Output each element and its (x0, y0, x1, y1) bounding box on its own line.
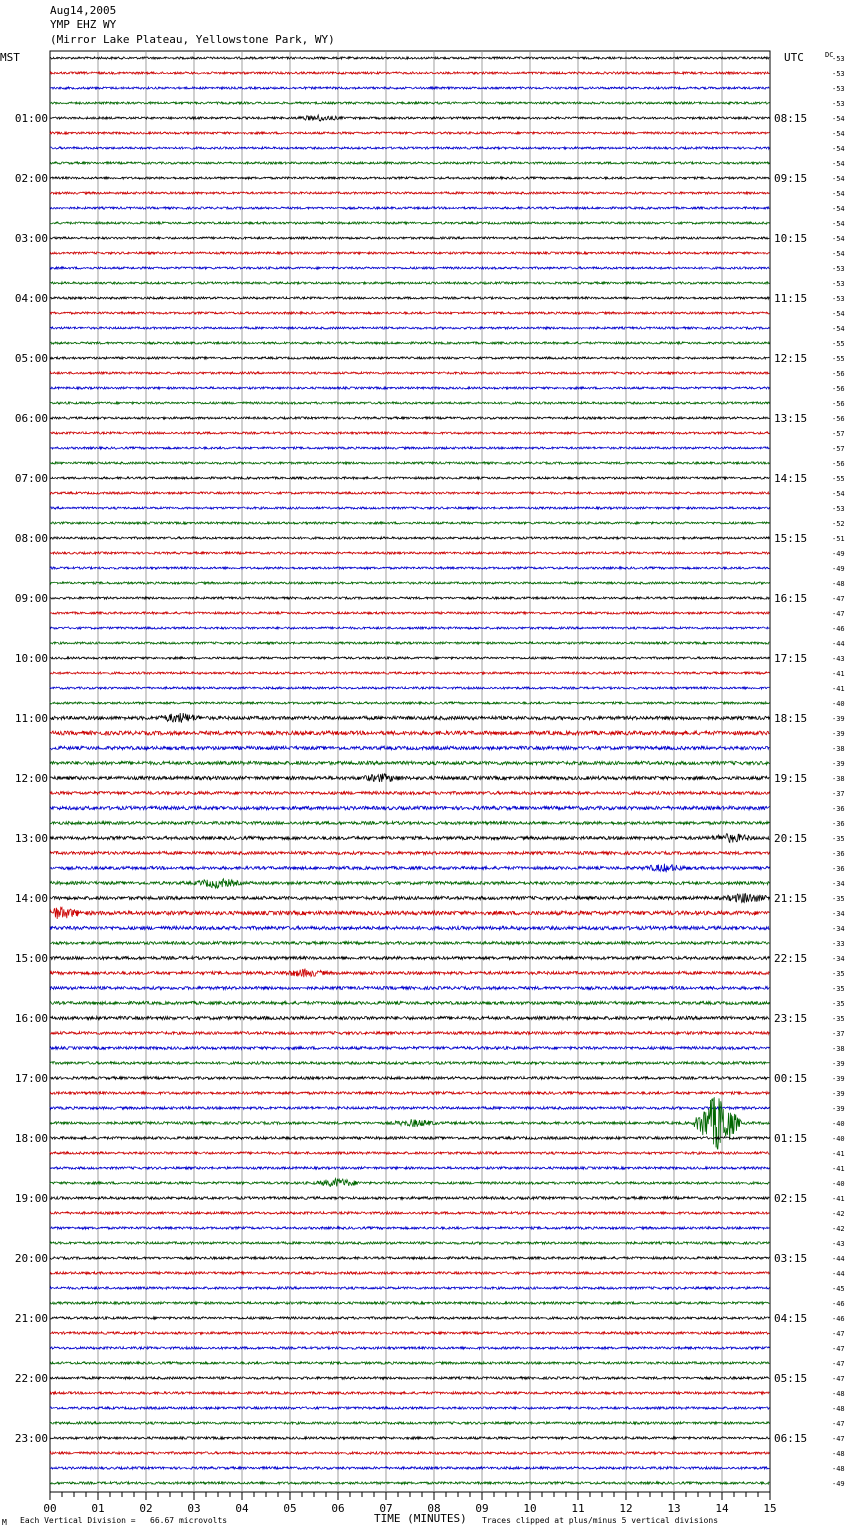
seismic-trace (50, 402, 769, 404)
seismic-trace (50, 822, 769, 825)
dc-offset-label: -55 (832, 475, 845, 483)
dc-offset-label: -48 (832, 1450, 845, 1458)
seismic-trace (50, 267, 769, 269)
dc-offset-label: -43 (832, 655, 845, 663)
station-location: (Mirror Lake Plateau, Yellowstone Park, WY) (50, 33, 335, 46)
utc-hour-label: 22:15 (774, 952, 808, 965)
utc-hour-label: 14:15 (774, 472, 808, 485)
dc-offset-label: -53 (832, 100, 845, 108)
x-tick-label: 09 (475, 1502, 489, 1515)
dc-offset-label: -46 (832, 1315, 845, 1323)
seismic-trace (50, 894, 769, 903)
dc-offset-label: -36 (832, 820, 845, 828)
dc-offset-label: -47 (832, 1435, 845, 1443)
dc-offset-label: -35 (832, 1000, 845, 1008)
dc-offset-label: -54 (832, 145, 845, 153)
dc-offset-label: -47 (832, 595, 845, 603)
seismic-trace (50, 1227, 769, 1229)
dc-offset-label: -54 (832, 325, 845, 333)
mst-hour-label: 08:00 (14, 532, 48, 545)
seismic-trace (50, 297, 769, 299)
seismic-trace (50, 1482, 769, 1484)
x-tick-label: 07 (379, 1502, 393, 1515)
seismic-trace (50, 462, 769, 464)
dc-offset-label: -56 (832, 385, 845, 393)
mst-hour-label: 07:00 (14, 472, 48, 485)
dc-offset-label: -34 (832, 955, 845, 963)
mst-hour-label: 19:00 (14, 1192, 48, 1205)
seismic-trace (50, 987, 769, 990)
dc-offset-label: -40 (832, 1120, 845, 1128)
dc-offset-label: -46 (832, 1300, 845, 1308)
seismic-trace (50, 1467, 769, 1469)
seismic-trace (50, 746, 769, 750)
dc-offset-label: -36 (832, 805, 845, 813)
seismic-trace (50, 162, 769, 164)
mst-hour-label: 06:00 (14, 412, 48, 425)
seismic-trace (50, 582, 769, 584)
dc-offset-label: -54 (832, 490, 845, 498)
dc-offset-label: -35 (832, 970, 845, 978)
seismic-trace (50, 1167, 769, 1169)
utc-label: UTC (784, 51, 804, 64)
dc-offset-label: -53 (832, 85, 845, 93)
seismic-trace (50, 926, 769, 930)
utc-hour-label: 13:15 (774, 412, 808, 425)
dc-offset-label: -57 (832, 445, 845, 453)
seismic-trace (50, 192, 769, 194)
seismic-trace (50, 507, 769, 509)
utc-hour-label: 05:15 (774, 1372, 808, 1385)
dc-offset-label: -35 (832, 835, 845, 843)
x-tick-label: 13 (667, 1502, 681, 1515)
dc-offset-label: -54 (832, 115, 845, 123)
mst-hour-label: 05:00 (14, 352, 48, 365)
mst-hour-label: 21:00 (14, 1312, 48, 1325)
dc-offset-label: -57 (832, 430, 845, 438)
seismic-trace (50, 1377, 769, 1379)
station-code: YMP EHZ WY (50, 18, 117, 31)
mst-hour-label: 11:00 (14, 712, 48, 725)
dc-offset-label: -56 (832, 460, 845, 468)
x-tick-label: 00 (43, 1502, 57, 1515)
dc-offset-label: -39 (832, 715, 845, 723)
seismic-trace (50, 147, 769, 149)
dc-offset-label: -34 (832, 925, 845, 933)
seismic-trace (50, 372, 769, 374)
seismic-trace (50, 806, 769, 810)
seismic-trace (50, 522, 769, 524)
utc-hour-label: 19:15 (774, 772, 808, 785)
seismic-trace (50, 1077, 769, 1080)
seismic-trace (50, 969, 769, 978)
seismic-trace (50, 597, 769, 599)
dc-offset-label: -54 (832, 205, 845, 213)
seismic-trace (50, 1179, 769, 1187)
seismic-trace (50, 879, 769, 888)
mst-hour-label: 17:00 (14, 1072, 48, 1085)
seismic-trace (50, 702, 769, 704)
mst-hour-label: 23:00 (14, 1432, 48, 1445)
seismic-trace (50, 1107, 769, 1110)
dc-offset-label: -53 (832, 505, 845, 513)
utc-hour-label: 18:15 (774, 712, 808, 725)
dc-offset-label: -40 (832, 700, 845, 708)
dc-offset-label: -52 (832, 520, 845, 528)
dc-offset-label: -45 (832, 1285, 845, 1293)
seismic-trace (50, 1197, 769, 1200)
seismic-trace (50, 327, 769, 329)
seismic-trace (50, 1302, 769, 1304)
dc-offset-label: -39 (832, 1105, 845, 1113)
dc-offset-label: -54 (832, 235, 845, 243)
dc-offset-label: -35 (832, 895, 845, 903)
dc-offset-label: -55 (832, 355, 845, 363)
utc-hour-label: 00:15 (774, 1072, 808, 1085)
seismic-trace (50, 792, 769, 795)
mst-hour-label: 03:00 (14, 232, 48, 245)
dc-offset-label: -49 (832, 565, 845, 573)
mst-hour-label: 18:00 (14, 1132, 48, 1145)
dc-offset-label: -54 (832, 175, 845, 183)
seismic-trace (50, 1047, 769, 1050)
dc-offset-label: -44 (832, 640, 845, 648)
dc-offset-label: -39 (832, 1060, 845, 1068)
seismic-trace (50, 312, 769, 314)
seismic-trace (50, 852, 769, 855)
seismic-trace (50, 1016, 769, 1019)
corner-mark: M (2, 1518, 7, 1527)
seismic-trace (50, 612, 769, 614)
seismic-trace (50, 1317, 769, 1319)
x-tick-label: 11 (571, 1502, 585, 1515)
dc-offset-label: -54 (832, 220, 845, 228)
x-axis-label: TIME (MINUTES) (374, 1512, 467, 1525)
clip-note: Traces clipped at plus/minus 5 vertical divisions (482, 1516, 719, 1525)
dc-offset-label: -33 (832, 940, 845, 948)
x-tick-label: 03 (187, 1502, 201, 1515)
utc-hour-label: 06:15 (774, 1432, 808, 1445)
utc-hour-label: 10:15 (774, 232, 808, 245)
seismic-trace (50, 1437, 769, 1439)
dc-offset-label: -54 (832, 310, 845, 318)
dc-offset-label: -53 (832, 280, 845, 288)
seismic-trace (50, 864, 769, 873)
mst-hour-label: 14:00 (14, 892, 48, 905)
seismic-trace (50, 447, 769, 449)
dc-offset-label: -56 (832, 370, 845, 378)
dc-offset-label: -54 (832, 190, 845, 198)
seismic-trace (50, 642, 769, 644)
dc-offset-label: -36 (832, 865, 845, 873)
dc-offset-label: -39 (832, 730, 845, 738)
dc-offset-label: -51 (832, 535, 845, 543)
mst-hour-label: 15:00 (14, 952, 48, 965)
seismic-trace (50, 252, 769, 254)
dc-offset-label: -40 (832, 1180, 845, 1188)
dc-offset-label: -54 (832, 160, 845, 168)
seismic-trace (50, 102, 769, 104)
seismic-trace (50, 567, 769, 569)
seismic-trace (50, 1002, 769, 1005)
utc-hour-label: 01:15 (774, 1132, 808, 1145)
x-tick-label: 05 (283, 1502, 297, 1515)
seismic-trace (50, 1242, 769, 1244)
seismic-trace (50, 237, 769, 239)
seismic-trace (50, 132, 769, 134)
seismic-trace (50, 1032, 769, 1035)
dc-offset-label: -41 (832, 670, 845, 678)
dc-offset-label: -39 (832, 760, 845, 768)
mst-hour-label: 10:00 (14, 652, 48, 665)
dc-offset-label: -41 (832, 1150, 845, 1158)
mst-hour-label: 12:00 (14, 772, 48, 785)
chart-date: Aug14,2005 (50, 4, 117, 17)
utc-hour-label: 21:15 (774, 892, 808, 905)
seismic-trace (50, 731, 769, 735)
dc-offset-label: -48 (832, 1465, 845, 1473)
mst-label: MST (0, 51, 20, 64)
dc-offset-label: -48 (832, 1390, 845, 1398)
x-tick-label: 01 (91, 1502, 105, 1515)
seismic-trace (50, 1092, 769, 1095)
utc-hour-label: 20:15 (774, 832, 808, 845)
x-tick-label: 02 (139, 1502, 153, 1515)
x-tick-label: 14 (715, 1502, 729, 1515)
dc-offset-label: -56 (832, 400, 845, 408)
x-tick-label: 04 (235, 1502, 249, 1515)
dc-offset-label: -53 (832, 70, 845, 78)
seismic-trace (50, 357, 769, 359)
seismic-trace (50, 1332, 769, 1334)
utc-hour-label: 16:15 (774, 592, 808, 605)
dc-offset-label: -40 (832, 1135, 845, 1143)
seismic-trace (50, 834, 769, 843)
dc-offset-label: -42 (832, 1225, 845, 1233)
utc-hour-label: 11:15 (774, 292, 808, 305)
dc-offset-label: -39 (832, 1075, 845, 1083)
mst-hour-label: 13:00 (14, 832, 48, 845)
seismic-trace (50, 552, 769, 554)
seismic-trace (50, 87, 769, 89)
utc-hour-label: 03:15 (774, 1252, 808, 1265)
dc-offset-label: -53 (832, 265, 845, 273)
dc-offset-label: -49 (832, 1480, 845, 1488)
dc-offset-label: -38 (832, 745, 845, 753)
seismic-trace (50, 687, 769, 689)
dc-offset-label: -46 (832, 625, 845, 633)
seismic-trace (50, 774, 769, 782)
dc-offset-label: -36 (832, 850, 845, 858)
seismic-trace (50, 387, 769, 389)
seismic-trace (50, 282, 769, 284)
seismic-trace (50, 1212, 769, 1214)
dc-offset-label: -41 (832, 685, 845, 693)
dc-offset-label: -47 (832, 1345, 845, 1353)
dc-offset-label: -38 (832, 1045, 845, 1053)
dc-label: DC (825, 51, 834, 59)
seismic-trace (50, 177, 769, 179)
seismic-trace (50, 115, 769, 121)
seismic-trace (50, 1137, 769, 1140)
seismic-trace (50, 1097, 769, 1149)
seismic-trace (50, 432, 769, 434)
seismic-trace (50, 1062, 769, 1065)
seismic-trace (50, 713, 769, 723)
dc-offset-label: -53 (832, 55, 845, 63)
dc-offset-label: -47 (832, 610, 845, 618)
seismic-trace (50, 492, 769, 494)
seismic-trace (50, 942, 769, 945)
x-tick-label: 10 (523, 1502, 537, 1515)
dc-offset-label: -49 (832, 550, 845, 558)
utc-hour-label: 23:15 (774, 1012, 808, 1025)
seismic-trace (50, 1257, 769, 1259)
dc-offset-label: -53 (832, 295, 845, 303)
dc-offset-label: -37 (832, 790, 845, 798)
seismic-trace (50, 1392, 769, 1394)
x-tick-label: 06 (331, 1502, 345, 1515)
dc-offset-label: -54 (832, 130, 845, 138)
dc-offset-label: -44 (832, 1270, 845, 1278)
x-tick-label: 12 (619, 1502, 633, 1515)
mst-hour-label: 16:00 (14, 1012, 48, 1025)
dc-offset-label: -35 (832, 1015, 845, 1023)
dc-offset-label: -39 (832, 1090, 845, 1098)
seismic-trace (50, 672, 769, 674)
mst-hour-label: 22:00 (14, 1372, 48, 1385)
seismic-trace (50, 657, 769, 659)
seismic-trace (50, 627, 769, 629)
dc-offset-label: -41 (832, 1165, 845, 1173)
seismic-trace (50, 1347, 769, 1349)
seismic-trace (50, 57, 769, 59)
seismic-trace (50, 1152, 769, 1154)
scale-note: Each Vertical Division = 66.67 microvolts (20, 1516, 228, 1525)
seismic-trace (50, 957, 769, 960)
seismic-trace (50, 477, 769, 479)
seismic-trace (50, 417, 769, 419)
mst-hour-label: 09:00 (14, 592, 48, 605)
seismic-trace (50, 207, 769, 209)
seismic-trace (50, 1452, 769, 1454)
dc-offset-label: -44 (832, 1255, 845, 1263)
dc-offset-label: -37 (832, 1030, 845, 1038)
utc-hour-label: 09:15 (774, 172, 808, 185)
dc-offset-label: -55 (832, 340, 845, 348)
dc-offset-label: -56 (832, 415, 845, 423)
dc-offset-label: -34 (832, 910, 845, 918)
seismic-trace (50, 907, 769, 919)
mst-hour-label: 20:00 (14, 1252, 48, 1265)
seismic-trace (50, 1362, 769, 1364)
dc-offset-label: -54 (832, 250, 845, 258)
mst-hour-label: 04:00 (14, 292, 48, 305)
dc-offset-label: -43 (832, 1240, 845, 1248)
dc-offset-label: -47 (832, 1360, 845, 1368)
seismic-trace (50, 222, 769, 224)
seismic-trace (50, 1272, 769, 1274)
utc-hour-label: 04:15 (774, 1312, 808, 1325)
seismic-trace (50, 72, 769, 74)
dc-offset-label: -48 (832, 580, 845, 588)
utc-hour-label: 12:15 (774, 352, 808, 365)
seismic-trace (50, 537, 769, 539)
dc-offset-label: -41 (832, 1195, 845, 1203)
mst-hour-label: 02:00 (14, 172, 48, 185)
seismic-trace (50, 1407, 769, 1409)
seismic-trace (50, 342, 769, 344)
utc-hour-label: 08:15 (774, 112, 808, 125)
mst-hour-label: 01:00 (14, 112, 48, 125)
dc-offset-label: -47 (832, 1375, 845, 1383)
dc-offset-label: -47 (832, 1330, 845, 1338)
seismic-trace (50, 1287, 769, 1289)
dc-offset-label: -34 (832, 880, 845, 888)
dc-offset-label: -35 (832, 985, 845, 993)
dc-offset-label: -47 (832, 1420, 845, 1428)
seismic-trace (50, 1422, 769, 1424)
utc-hour-label: 02:15 (774, 1192, 808, 1205)
dc-offset-label: -38 (832, 775, 845, 783)
x-tick-label: 15 (763, 1502, 777, 1515)
seismic-trace (50, 761, 769, 765)
dc-offset-label: -48 (832, 1405, 845, 1413)
utc-hour-label: 17:15 (774, 652, 808, 665)
utc-hour-label: 15:15 (774, 532, 808, 545)
x-tick-label: 08 (427, 1502, 441, 1515)
dc-offset-label: -42 (832, 1210, 845, 1218)
